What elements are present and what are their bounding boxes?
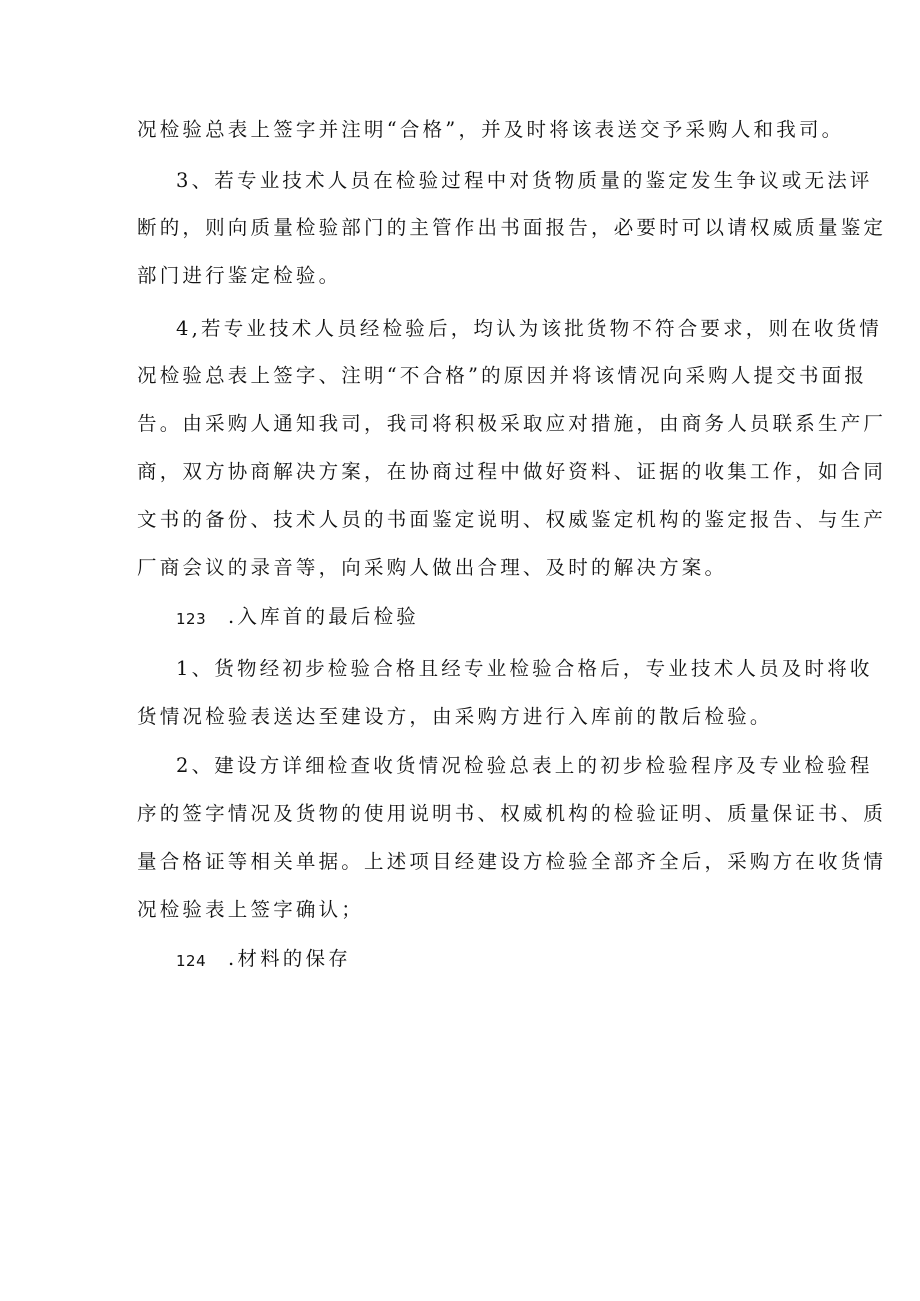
paragraph-line: 况检验总表上签字并注明“合格”，并及时将该表送交予采购人和我司。 (137, 118, 845, 141)
paragraph-line: 1、货物经初步检验合格且经专业检验合格后，专业技术人员及时将收 (176, 657, 873, 680)
paragraph-line: 文书的备份、技术人员的书面鉴定说明、权威鉴定机构的鉴定报告、与生产 (137, 508, 887, 531)
paragraph-line: 况检验表上签字确认； (137, 898, 365, 921)
section-number: 124 (176, 952, 207, 970)
paragraph-line: 货情况检验表送达至建设方，由采购方进行入库前的散后检验。 (137, 705, 773, 728)
paragraph-line: 4,若专业技术人员经检验后，均认为该批货物不符合要求，则在收货情 (176, 317, 883, 340)
paragraph-line: 量合格证等相关单据。上述项目经建设方检验全部齐全后，采购方在收货情 (137, 850, 887, 873)
paragraph-line: 2、建设方详细检查收货情况检验总表上的初步检验程序及专业检验程 (176, 754, 873, 777)
section-number: 123 (176, 610, 207, 628)
paragraph-line: 厂商会议的录音等，向采购人做出合理、及时的解决方案。 (137, 556, 728, 579)
section-title: .入库首的最后检验 (228, 605, 419, 628)
paragraph-line: 序的签字情况及货物的使用说明书、权威机构的检验证明、质量保证书、质 (137, 802, 887, 825)
paragraph-line: 部门进行鉴定检验。 (137, 264, 342, 287)
paragraph-line: 3、若专业技术人员在检验过程中对货物质量的鉴定发生争议或无法评 (176, 169, 873, 192)
paragraph-line: 告。由采购人通知我司，我司将积极采取应对措施，由商务人员联系生产厂 (137, 412, 887, 435)
section-title: .材料的保存 (228, 947, 351, 970)
paragraph-line: 商，双方协商解决方案，在协商过程中做好资料、证据的收集工作，如合同 (137, 460, 887, 483)
paragraph-line: 况检验总表上签字、注明“不合格”的原因并将该情况向采购人提交书面报 (137, 364, 868, 387)
paragraph-line: 断的，则向质量检验部门的主管作出书面报告，必要时可以请权威质量鉴定 (137, 216, 887, 239)
